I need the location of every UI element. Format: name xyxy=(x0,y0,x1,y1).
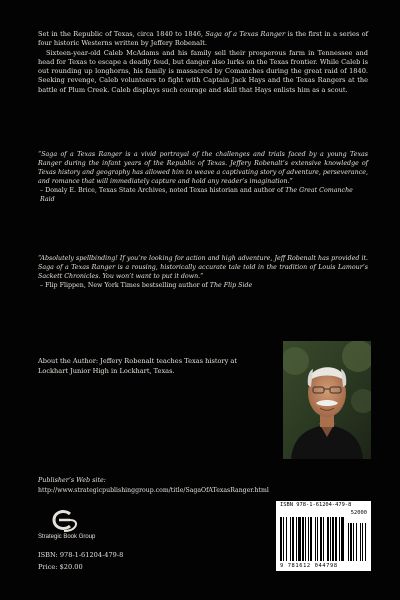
review-quote-2 xyxy=(38,254,368,290)
author-portrait-illustration xyxy=(283,341,371,459)
synopsis-paragraph-2: Sixteen-year-old Caleb McAdams and his family sell their prosperous farm in Tennessee and head for Texas to escape a deadly feud, but danger also lurks on the Texas frontier. While Caleb is out rounding up longhorns, his family is massacred by Comanches during the great raid of 1840. Seeking revenge, Caleb volunteers to fight with Captain Jack Hays and the Texas Rangers at the battle of Plum Creek. Caleb displays such courage and skill that Hays enlists him as a scout. xyxy=(38,48,368,94)
publisher-name: Strategic Book Group xyxy=(38,534,96,540)
quote-text: “Absolutely spellbinding! If you’re looking for action and high adventure, Jeff Robenalt has provided it. Saga of a Texas Ranger is a rousing, historically accurate tale told in the tradition of Louis Lamour’s Sackett Chronicles. You won’t want to put it down.” xyxy=(38,255,368,280)
synopsis-paragraph-1 xyxy=(38,30,368,49)
isbn-barcode xyxy=(276,501,371,571)
isbn-text: ISBN: 978-1-61204-479-8 xyxy=(38,551,124,559)
quote-attribution xyxy=(38,281,368,290)
about-the-author: About the Author: Jeffery Robenalt teaches Texas history at Lockhart Junior High in Lockhart, Texas. xyxy=(38,357,238,375)
quote-text: “Saga of a Texas Ranger is a vivid portrayal of the challenges and trials faced by a young Texas Ranger during the infant years of the Republic of Texas. Jeffery Robenalt’s extensive knowledge of Texas history and geography has allowed him to weave a captivating story of adventure, perseverance, and romance that will immediately capture and hold any reader’s imagination.” xyxy=(38,151,368,185)
barcode-bars xyxy=(280,517,367,563)
strategic-book-group-logo-icon xyxy=(50,510,80,532)
synopsis-intro-text-end: is the first in a series of four historic Westerns written by Jeffery Robenalt. xyxy=(38,30,369,48)
book-title-inline: Saga of a Texas Ranger xyxy=(205,30,286,38)
publisher-website-label: Publisher’s Web site: xyxy=(38,476,106,484)
review-quote-1 xyxy=(38,150,368,204)
attribution-book-title: The Flip Side xyxy=(209,282,253,289)
attribution-book-title: The Great Comanche Raid xyxy=(40,187,353,203)
synopsis-intro-text: Set in the Republic of Texas, circa 1840 to 1846, xyxy=(38,30,206,38)
quote-attribution xyxy=(38,186,368,204)
attribution-text: – Flip Flippen, New York Times bestselling author of xyxy=(40,282,210,289)
publisher-website-url: http://www.strategicpublishinggroup.com/title/SagaOfATexasRanger.html xyxy=(38,487,269,494)
author-photo xyxy=(283,341,371,459)
barcode-digits: 9 781612 044798 xyxy=(280,563,338,569)
price-text: Price: $20.00 xyxy=(38,563,83,571)
barcode-isbn-label: ISBN 978-1-61204-479-8 xyxy=(280,502,352,508)
synopsis xyxy=(38,30,368,95)
barcode-price-code: 52000 xyxy=(350,510,367,516)
attribution-text: – Donaly E. Brice, Texas State Archives, noted Texas historian and author of xyxy=(40,187,286,194)
